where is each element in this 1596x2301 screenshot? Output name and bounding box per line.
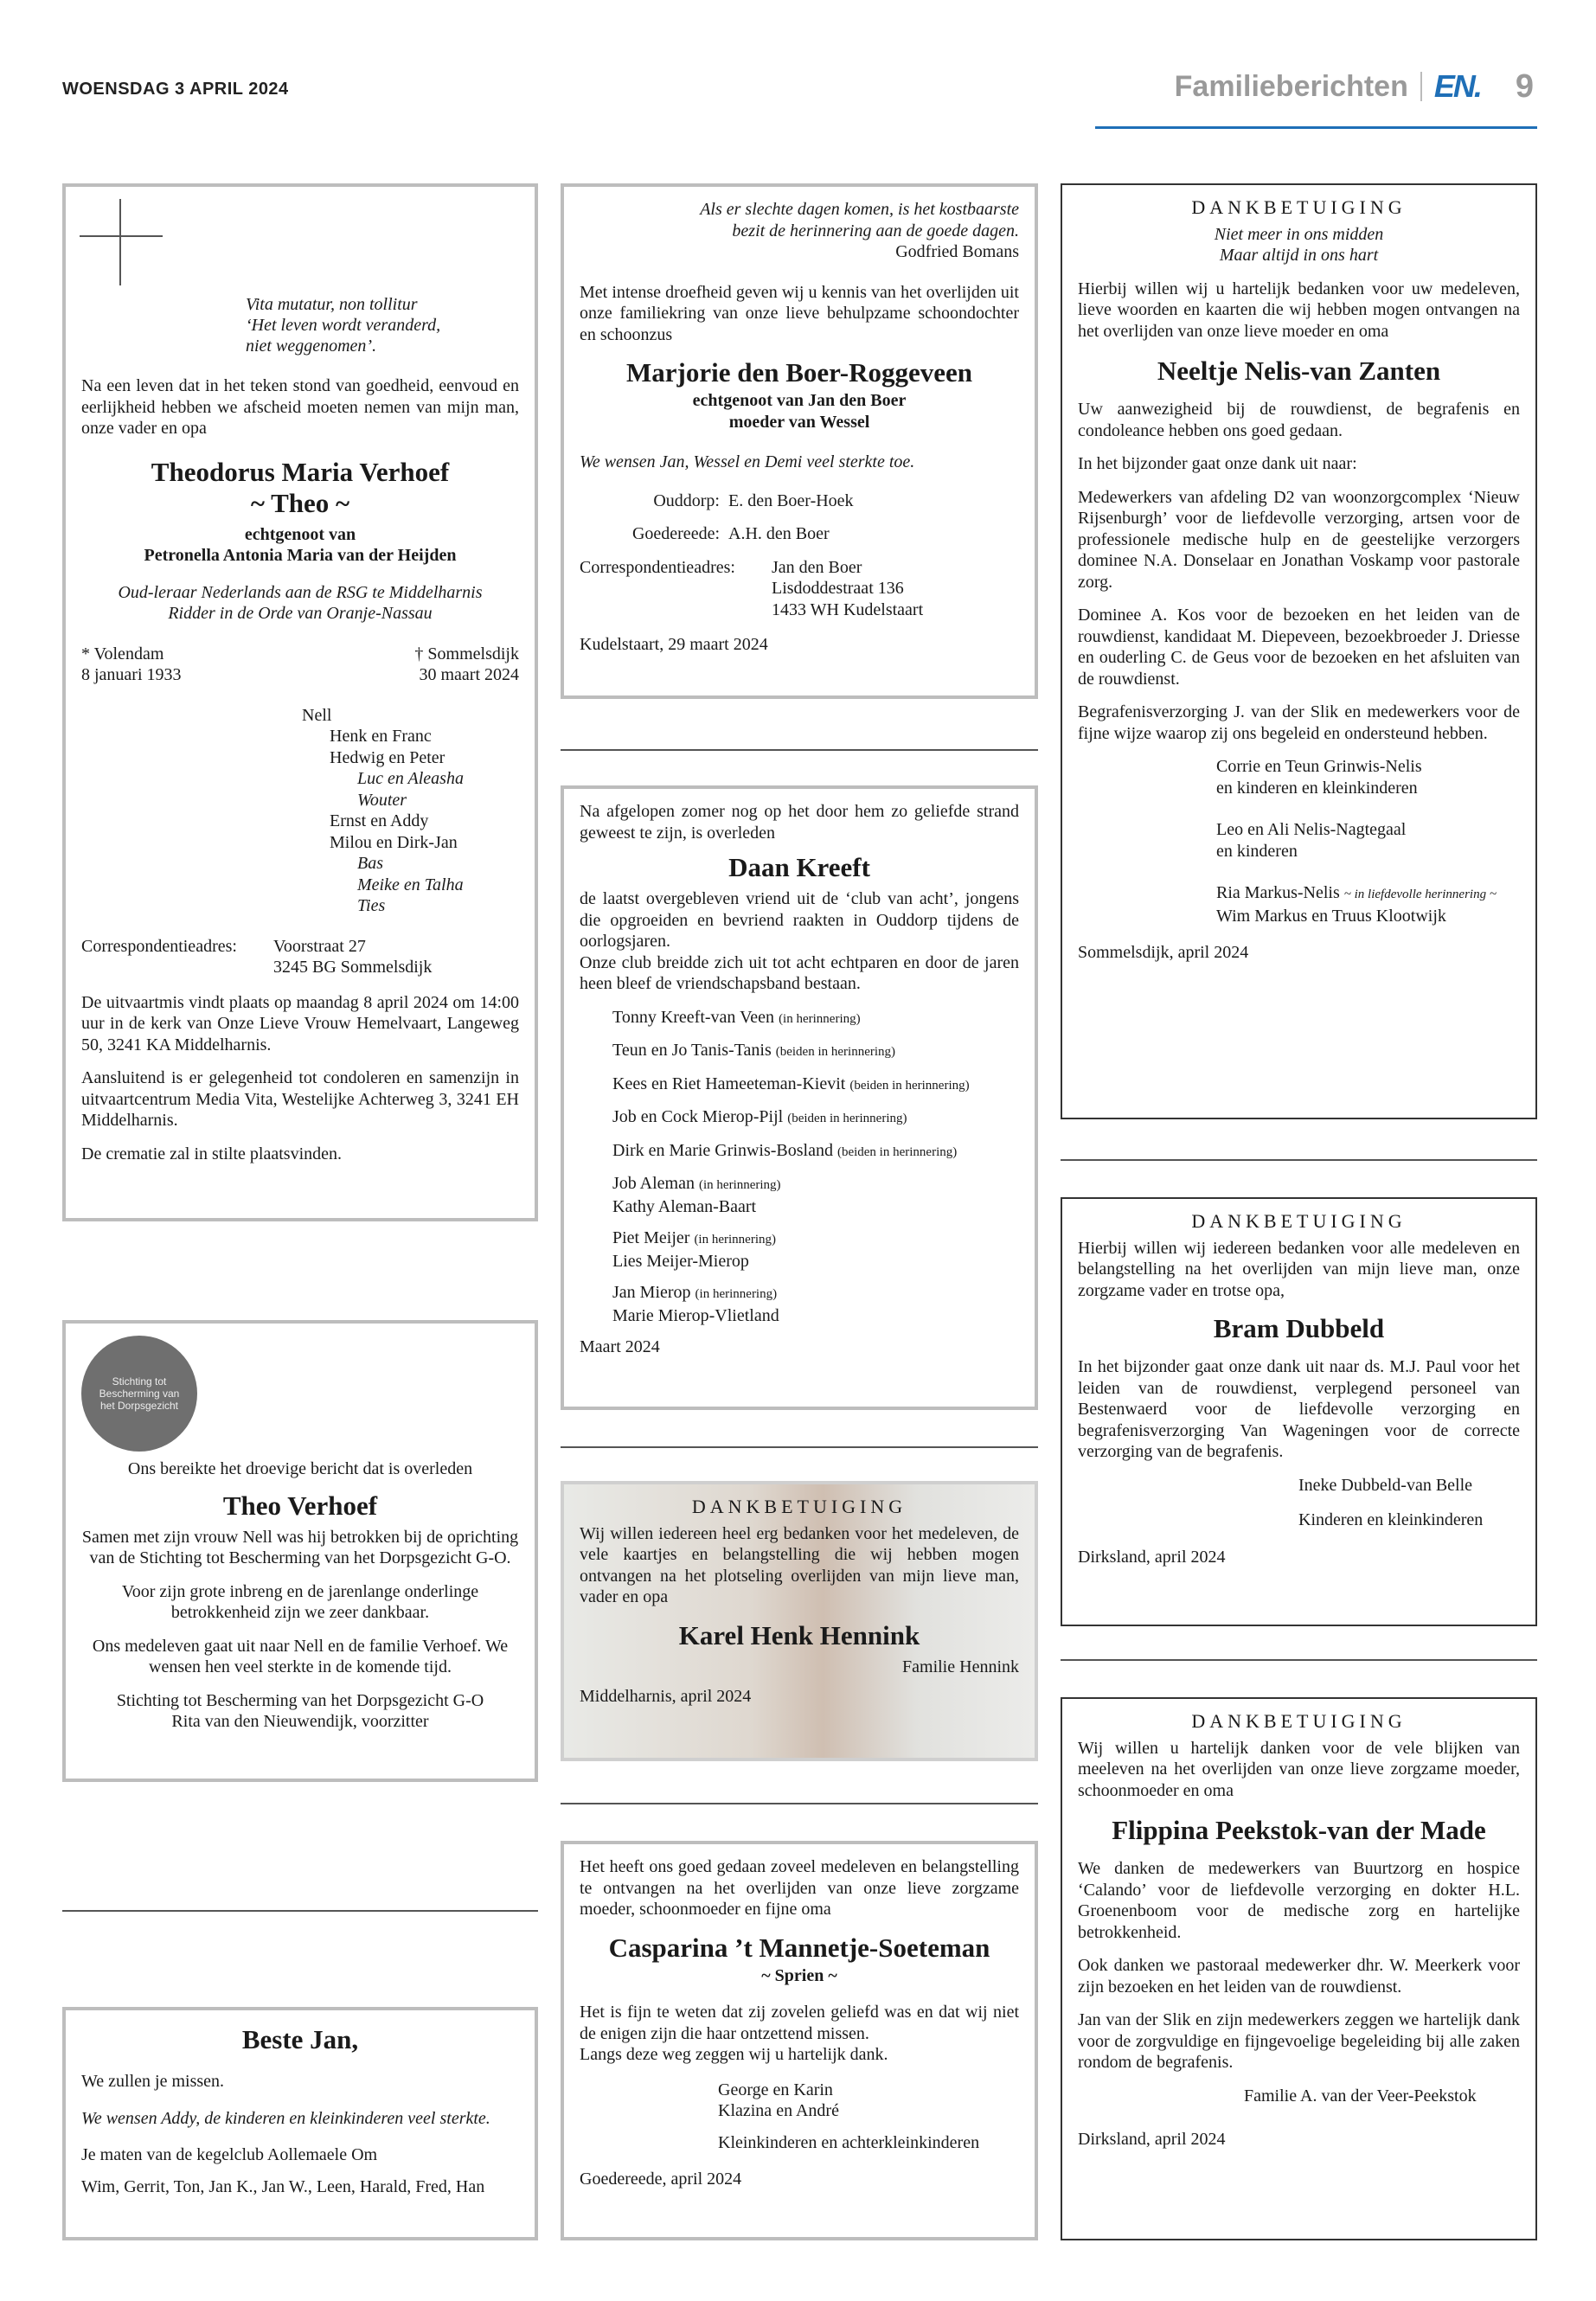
signature-2: Klazina en André bbox=[718, 2101, 839, 2120]
relative-2: Goedereede: A.H. den Boer bbox=[631, 524, 830, 543]
notice-verhoef bbox=[62, 183, 538, 1221]
correspondence: Correspondentieadres: Jan den Boer Lisdoddestraat 136 1433 WH Kudelstaart bbox=[580, 557, 924, 619]
notice-marjorie bbox=[561, 183, 1038, 699]
paragraph-2: In het bijzonder gaat onze dank uit naar: bbox=[1078, 454, 1357, 473]
deceased-nickname: ~ Theo ~ bbox=[250, 487, 350, 518]
intro-text: Hierbij willen wij iedereen bedanken voor alle medeleven en belangstelling na het overlijden van mijn lieve man, onze zorgzame vader en trotse opa, bbox=[1078, 1238, 1520, 1300]
newspaper-logo: EN. bbox=[1433, 68, 1481, 104]
club-member: Piet Meijer (in herinnering) Lies Meijer-Mierop bbox=[612, 1228, 776, 1271]
family-member: Hedwig en Peter bbox=[330, 747, 445, 767]
intro-text: Wij willen u hartelijk danken voor de vele blijken van meeleven na het overlijden van onze lieve zorgzame moeder, schoonmoeder en oma bbox=[1078, 1738, 1520, 1800]
quote-line-2: Maar altijd in ons hart bbox=[1219, 246, 1379, 265]
section-title: Familieberichten bbox=[1174, 69, 1408, 103]
line-1: We zullen je missen. bbox=[81, 2072, 225, 2091]
header-divider bbox=[1420, 72, 1422, 101]
thanks-text: Wij willen iedereen heel erg bedanken voor het medeleven, de vele kaartjes en belangstelling die wij hebben mogen ontvangen na het plotseling overlijden van mijn lieve man, vader en opa bbox=[580, 1523, 1019, 1606]
line-4: Wim, Gerrit, Ton, Jan K., Jan W., Leen, Harald, Fred, Han bbox=[81, 2176, 485, 2196]
club-member: Job Aleman (in herinnering) Kathy Aleman-Baart bbox=[612, 1174, 781, 1216]
signature-1: George en Karin bbox=[718, 2080, 833, 2099]
club-member: Kees en Riet Hameeteman-Kievit (beiden in herinnering) bbox=[612, 1074, 970, 1093]
club-member: Teun en Jo Tanis-Tanis (beiden in herinnering) bbox=[612, 1041, 896, 1060]
place-date: Dirksland, april 2024 bbox=[1078, 2130, 1226, 2149]
paragraph-4: Dominee A. Kos voor de bezoeken en het leiden van de rouwdienst, kandidaat M. Diepeveen, bezoekbroeder J. Driesse en ouderling C. de Geus voor de bezoeken en het afsluiten van de rouwdienst. bbox=[1078, 606, 1520, 689]
latin-quote: Vita mutatur, non tollitur ‘Het leven wordt veranderd, niet weggenomen’. bbox=[246, 295, 441, 356]
signature-2: Rita van den Nieuwendijk, voorzitter bbox=[171, 1712, 429, 1731]
deceased-name: Karel Henk Hennink bbox=[678, 1619, 920, 1650]
paragraph-1: In het bijzonder gaat onze dank uit naar ds. M.J. Paul voor het leiden van de rouwdienst, verplegend personeel van Bestenwaerd voor de liefdevolle verzorging en begrafenisverzorging Van Wageningen voor de correcte verzorging van de begrafenis. bbox=[1078, 1357, 1520, 1461]
column-divider bbox=[561, 749, 1038, 751]
notice-heading: DANKBETUIGING bbox=[691, 1496, 907, 1517]
quote-line-2: bezit de herinnering aan de goede dagen. bbox=[732, 221, 1019, 240]
notice-neeltje bbox=[1061, 183, 1537, 1119]
family-member: Wouter bbox=[357, 790, 407, 810]
deceased-nickname: ~ Sprien ~ bbox=[761, 1965, 837, 1985]
line-3: Je maten van de kegelclub Aollemaele Om bbox=[81, 2145, 378, 2164]
family-list bbox=[302, 705, 519, 917]
relative-1: Ouddorp: E. den Boer-Hoek bbox=[653, 490, 854, 510]
club-member: Jan Mierop (in herinnering) Marie Mierop-Vlietland bbox=[612, 1283, 779, 1325]
family-member: Milou en Dirk-Jan bbox=[330, 832, 458, 852]
subtitle-1: echtgenoot van Jan den Boer bbox=[692, 391, 907, 410]
correspondence-label: Correspondentieadres: bbox=[81, 936, 237, 956]
wish-text: We wensen Jan, Wessel en Demi veel sterkte toe. bbox=[580, 452, 915, 471]
paragraph-2: Onze club breidde zich uit tot acht echtparen en door de jaren heen bleef de vriendschapsband bestaan. bbox=[580, 952, 1019, 993]
paragraph-2: Voor zijn grote inbreng en de jarenlange onderlinge betrokkenheid zijn we zeer dankbaar. bbox=[121, 1581, 479, 1622]
page-header bbox=[1175, 66, 1534, 107]
life-dates bbox=[81, 644, 519, 686]
place-date: Dirksland, april 2024 bbox=[1078, 1547, 1226, 1567]
column-divider bbox=[1061, 1659, 1537, 1661]
place-date: Middelharnis, april 2024 bbox=[580, 1687, 752, 1706]
signature-1: Ineke Dubbeld-van Belle bbox=[1298, 1475, 1473, 1495]
notice-daan bbox=[561, 785, 1038, 1410]
paragraph-3: Jan van der Slik en zijn medewerkers zeggen we hartelijk dank voor de zorgvuldige en fijngevoelige begeleiding bij alle zaken rondom de begrafenis. bbox=[1078, 2010, 1520, 2072]
paragraph-3: Medewerkers van afdeling D2 van woonzorgcomplex ‘Nieuw Rijsenburgh’ voor de liefdevolle verzorging, artsen voor de professionele medische hulp en de geestelijke verzorgers dominee N.A. Donselaar en Jonathan Voskamp voor pastorale zorg. bbox=[1078, 487, 1520, 592]
notice-heading: DANKBETUIGING bbox=[1191, 196, 1407, 218]
header-rule bbox=[1095, 126, 1537, 129]
intro-text: Na afgelopen zomer nog op het door hem zo geliefde strand geweest te zijn, is overleden bbox=[580, 802, 1019, 843]
quote-line-1: Niet meer in ons midden bbox=[1214, 224, 1384, 244]
family-member: Henk en Franc bbox=[330, 727, 432, 746]
notice-flippina bbox=[1061, 1697, 1537, 2240]
notice-heading: DANKBETUIGING bbox=[1191, 1710, 1407, 1732]
club-member: Dirk en Marie Grinwis-Bosland (beiden in herinnering) bbox=[612, 1140, 958, 1160]
cremation-text: De crematie zal in stilte plaatsvinden. bbox=[81, 1144, 342, 1163]
family-member: Bas bbox=[357, 854, 383, 873]
paragraph-1: de laatst overgebleven vriend uit de ‘club van acht’, jongens die opgroeiden en bevriend raakten in Ouddorp tijdens de oorlogsjaren. bbox=[580, 889, 1019, 951]
paragraph-1: Het is fijn te weten dat zij zovelen geliefd was en dat wij niet de enigen zijn die haar ontzettend missen. bbox=[580, 2003, 1019, 2043]
family-member: Nell bbox=[302, 705, 332, 725]
signature-1: Stichting tot Bescherming van het Dorpsgezicht G-O bbox=[116, 1690, 484, 1710]
paragraph-2: Ook danken we pastoraal medewerker dhr. W. Meerkerk voor zijn bezoeken en het leiden van de rouwdienst. bbox=[1078, 1956, 1520, 1997]
deceased-name: Theodorus Maria Verhoef bbox=[151, 456, 450, 487]
intro-text: Hierbij willen wij u hartelijk bedanken voor uw medeleven, lieve woorden en kaarten die wij hebben mogen ontvangen na het overlijden van onze lieve moeder en oma bbox=[1078, 279, 1520, 341]
place-date: Sommelsdijk, april 2024 bbox=[1078, 943, 1249, 962]
intro-text: Het heeft ons goed gedaan zoveel medeleven en belangstelling te ontvangen na het overlijden van onze lieve zorgzame moeder, schoonmoeder en fijne oma bbox=[580, 1857, 1019, 1919]
family-signature: Familie A. van der Veer-Peekstok bbox=[1244, 2086, 1477, 2106]
service-text: De uitvaartmis vindt plaats op maandag 8 april 2024 om 14:00 uur in de kerk van Onze Lieve Vrouw Hemelvaart, Langeweg 50, 3241 KA Middelharnis. bbox=[81, 992, 519, 1054]
line-2: We wensen Addy, de kinderen en kleinkinderen veel sterkte. bbox=[81, 2108, 490, 2128]
intro-text: Na een leven dat in het teken stond van goedheid, eenvoud en eerlijkheid hebben we afscheid moeten nemen van mijn man, onze vader en opa bbox=[81, 376, 519, 438]
signature-3: Kleinkinderen en achterkleinkinderen bbox=[718, 2132, 980, 2152]
signature-2: Kinderen en kleinkinderen bbox=[1298, 1510, 1484, 1529]
members-list bbox=[612, 1007, 1019, 1327]
stichting-logo: Stichting tot Bescherming van het Dorpsgezicht bbox=[81, 1336, 197, 1452]
column-divider bbox=[561, 1803, 1038, 1804]
correspondence bbox=[81, 936, 519, 978]
signatures: Corrie en Teun Grinwis-Nelis en kinderen en kleinkinderen Leo en Ali Nelis-Nagtegaal en kinderen Ria Markus-Nelis ~ in liefdevolle herinnering ~ Wim Markus en Truus Klootwijk bbox=[1216, 757, 1497, 926]
family-member: Ernst en Addy bbox=[330, 811, 429, 830]
spouse-label: echtgenoot van bbox=[244, 524, 356, 544]
birth-date: 8 januari 1933 bbox=[81, 665, 182, 684]
paragraph-5: Begrafenisverzorging J. van der Slik en medewerkers voor de fijne wijze waarop zij ons begeleid en ondersteund hebben. bbox=[1078, 702, 1520, 743]
place-date: Kudelstaart, 29 maart 2024 bbox=[580, 635, 768, 654]
role-1: Oud-leraar Nederlands aan de RSG te Middelharnis bbox=[118, 582, 483, 602]
family-signature: Familie Hennink bbox=[902, 1657, 1019, 1676]
notice-heading: DANKBETUIGING bbox=[1191, 1210, 1407, 1232]
cross-icon bbox=[80, 199, 166, 285]
deceased-name: Neeltje Nelis-van Zanten bbox=[1157, 356, 1441, 386]
subtitle-2: moeder van Wessel bbox=[728, 412, 870, 432]
quote-author: Godfried Bomans bbox=[895, 242, 1019, 261]
family-member: Ties bbox=[357, 896, 386, 915]
notice-bram bbox=[1061, 1197, 1537, 1626]
notice-date: Maart 2024 bbox=[580, 1337, 660, 1356]
death-place: † Sommelsdijk bbox=[414, 644, 519, 663]
family-member: Luc en Aleasha bbox=[357, 769, 464, 788]
death-date: 30 maart 2024 bbox=[419, 665, 519, 684]
notice-casparina bbox=[561, 1841, 1038, 2240]
intro-text: Met intense droefheid geven wij u kennis van het overlijden uit onze familiekring van onze lieve behulpzame schoondochter en schoonzus bbox=[580, 282, 1019, 344]
paragraph-1: Samen met zijn vrouw Nell was hij betrokken bij de oprichting van de Stichting tot Bescherming van het Dorpsgezicht G-O. bbox=[81, 1527, 519, 1567]
deceased-name: Casparina ’t Mannetje-Soeteman bbox=[608, 1932, 990, 1963]
deceased-name: Theo Verhoef bbox=[222, 1490, 378, 1521]
paragraph-1: We danken de medewerkers van Buurtzorg en hospice ‘Calando’ voor de liefdevolle verzorging en dokter H.L. Groenenboom voor de medische zorg en hartelijke betrokkenheid. bbox=[1078, 1859, 1520, 1942]
correspondence-city: 3245 BG Sommelsdijk bbox=[273, 958, 433, 977]
notice-hennink bbox=[561, 1481, 1038, 1761]
paragraph-3: Ons medeleven gaat uit naar Nell en de familie Verhoef. We wensen hen veel sterkte in de komende tijd. bbox=[92, 1636, 509, 1676]
club-member: Job en Cock Mierop-Pijl (beiden in herinnering) bbox=[612, 1107, 907, 1126]
page-number: 9 bbox=[1515, 67, 1534, 105]
club-member: Tonny Kreeft-van Veen (in herinnering) bbox=[612, 1007, 861, 1027]
spouse-name: Petronella Antonia Maria van der Heijden bbox=[144, 546, 457, 565]
notice-stichting bbox=[62, 1320, 538, 1782]
intro-text: Ons bereikte het droevige bericht dat is overleden bbox=[127, 1459, 473, 1478]
deceased-name: Flippina Peekstok-van der Made bbox=[1112, 1815, 1486, 1845]
deceased-name: Marjorie den Boer-Roggeveen bbox=[626, 357, 972, 388]
birth-place: * Volendam bbox=[81, 644, 164, 663]
paragraph-1: Uw aanwezigheid bij de rouwdienst, de begrafenis en condoleance hebben ons goed gedaan. bbox=[1078, 400, 1520, 440]
notice-title: Beste Jan, bbox=[241, 2024, 359, 2054]
place-date: Goedereede, april 2024 bbox=[580, 2170, 742, 2189]
column-divider bbox=[62, 1910, 538, 1912]
condolence-text: Aansluitend is er gelegenheid tot condoleren en samenzijn in uitvaartcentrum Media Vita, Westelijke Achterweg 3, 3241 EH Middelharnis. bbox=[81, 1068, 519, 1130]
quote-line-1: Als er slechte dagen komen, is het kostbaarste bbox=[700, 200, 1019, 219]
edition-date: WOENSDAG 3 APRIL 2024 bbox=[62, 80, 289, 99]
family-member: Meike en Talha bbox=[357, 875, 464, 894]
paragraph-2: Langs deze weg zeggen wij u hartelijk dank. bbox=[580, 2045, 888, 2064]
notice-beste-jan bbox=[62, 2007, 538, 2240]
role-2: Ridder in de Orde van Oranje-Nassau bbox=[168, 604, 433, 623]
correspondence-street: Voorstraat 27 bbox=[273, 936, 366, 956]
deceased-name: Bram Dubbeld bbox=[1213, 1313, 1385, 1343]
column-divider bbox=[1061, 1159, 1537, 1161]
deceased-name: Daan Kreeft bbox=[728, 852, 870, 882]
column-divider bbox=[561, 1446, 1038, 1448]
